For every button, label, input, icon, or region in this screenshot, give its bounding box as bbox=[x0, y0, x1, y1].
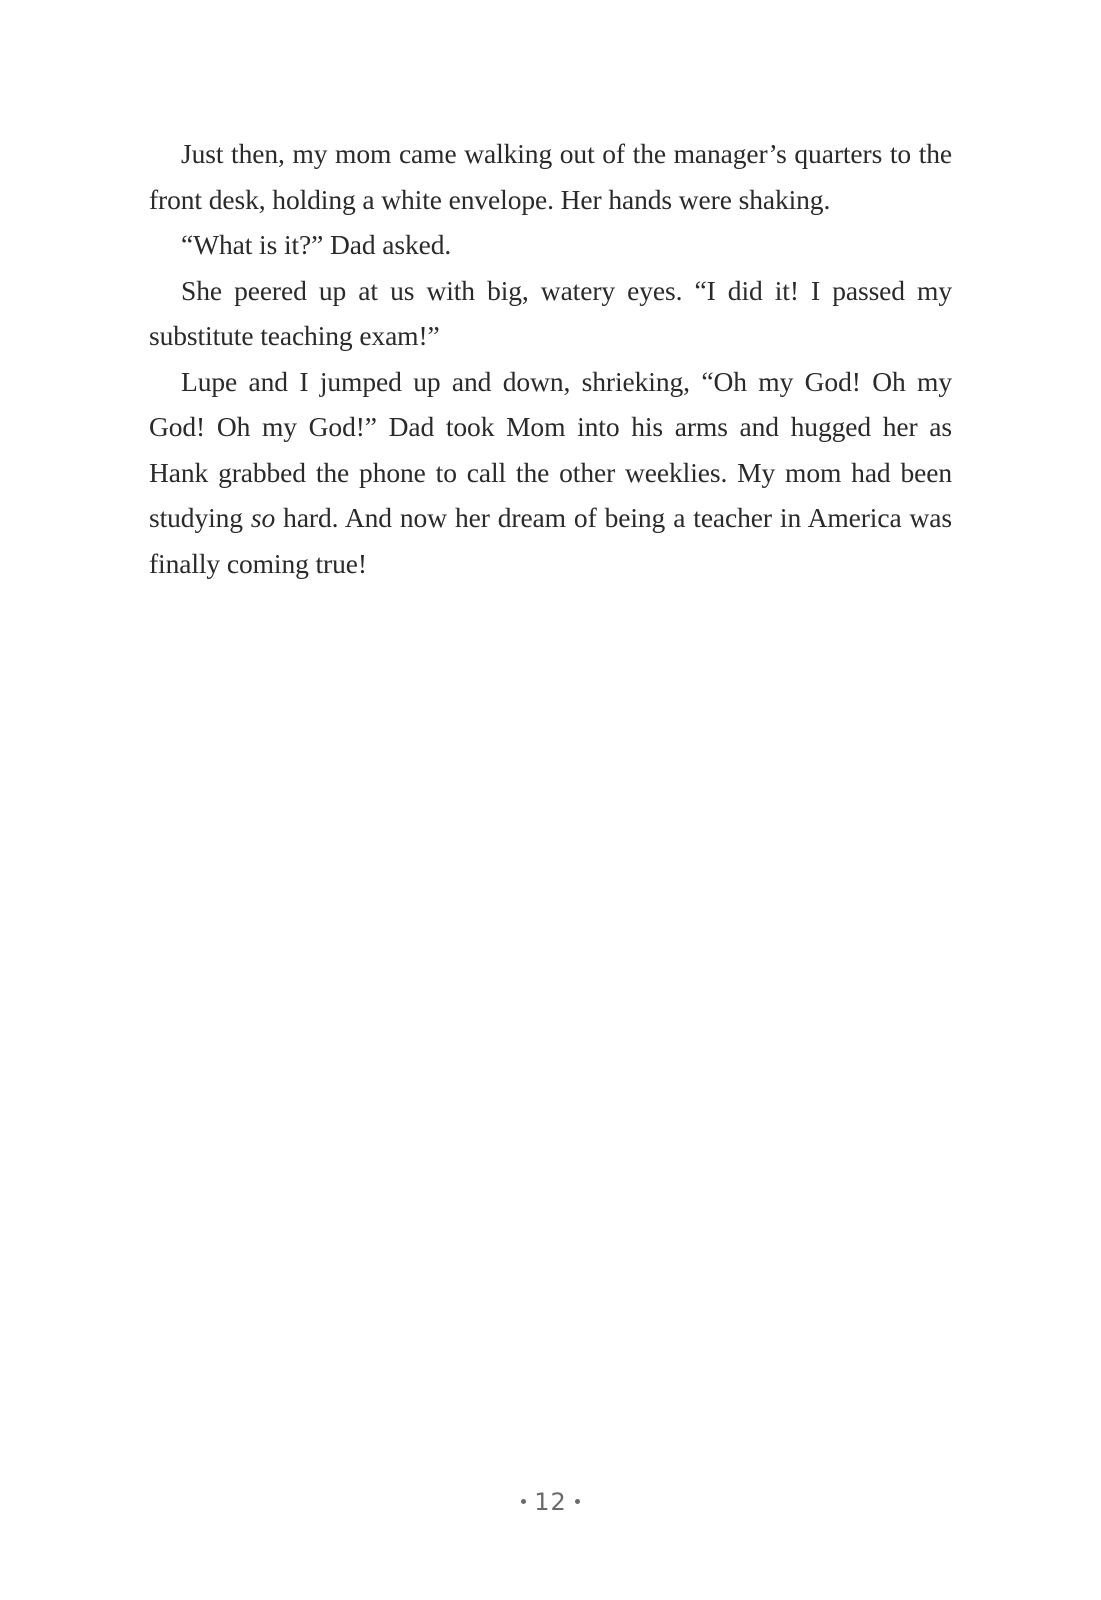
paragraph-4-text-start: Lupe and I jumped up and down, shrieking, “Oh my God! Oh my God! Oh my God!” Dad took Mom into his arms and hugged her as Hank grabbed the phone to call the other weeklies. My mom had been studying bbox=[149, 365, 952, 533]
body-text bbox=[149, 131, 952, 586]
page-number-right-dot bbox=[575, 1499, 580, 1504]
page-number-left-dot bbox=[521, 1499, 526, 1504]
page-number bbox=[0, 1488, 1101, 1516]
paragraph-4 bbox=[149, 359, 952, 587]
paragraph-1: Just then, my mom came walking out of the manager’s quarters to the front desk, holding a white envelope. Her hands were shaking. bbox=[149, 138, 952, 215]
paragraph-2: “What is it?” Dad asked. bbox=[181, 229, 452, 260]
paragraph-3: She peered up at us with big, watery eyes. “I did it! I passed my substitute teaching exam!” bbox=[149, 274, 952, 351]
emphasized-word: so bbox=[250, 502, 276, 533]
paragraph-4-text-end: hard. And now her dream of being a teacher in America was finally coming true! bbox=[149, 502, 952, 579]
page-number-value: 12 bbox=[534, 1488, 567, 1516]
